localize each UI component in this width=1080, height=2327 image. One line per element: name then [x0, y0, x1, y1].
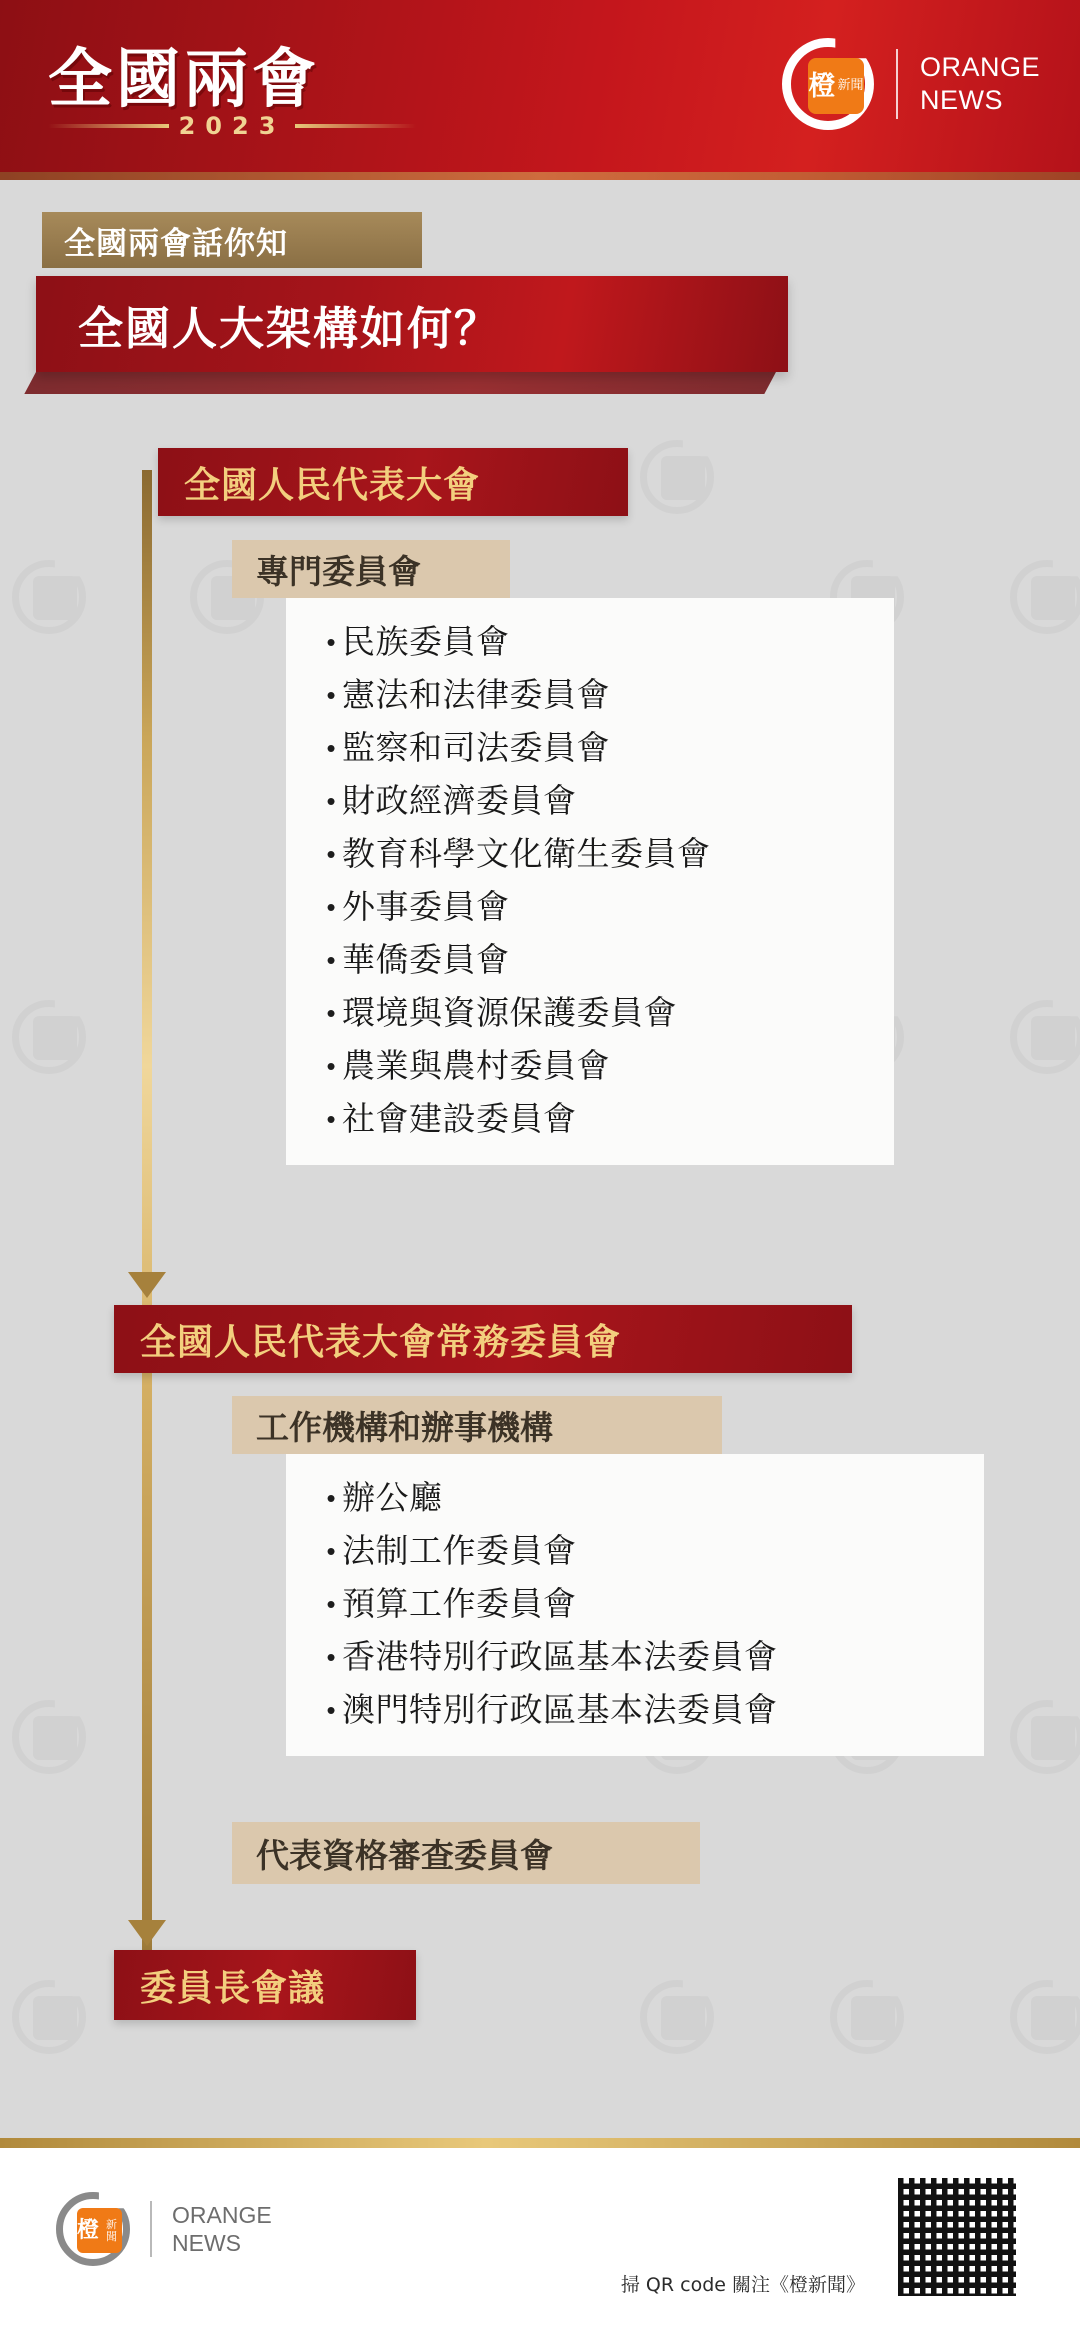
footer-brand-divider: [150, 2201, 152, 2257]
header-year: 2023: [178, 112, 286, 140]
brand-name-line1: ORANGE: [919, 52, 1040, 83]
logo-char-orange: 橙: [77, 2217, 100, 2243]
watermark-icon: [1010, 1000, 1080, 1074]
watermark-icon: [12, 560, 86, 634]
list-item: [286, 728, 894, 768]
bullet-icon: •: [326, 1483, 336, 1513]
watermark-icon: [830, 1980, 904, 2054]
group-working-bodies-label: 工作機構和辦事機構: [256, 1407, 553, 1447]
logo-char-news: 新聞: [837, 78, 864, 94]
watermark-icon: [640, 1980, 714, 2054]
bullet-icon: •: [326, 892, 336, 922]
watermark-icon: [12, 1000, 86, 1074]
page-footer: [0, 2148, 1080, 2327]
list-item: [286, 1637, 984, 1677]
orange-news-logo-icon: [782, 38, 874, 130]
list-item: [286, 1690, 984, 1730]
header-year-wrap: [48, 112, 416, 140]
watermark-icon: [1010, 1980, 1080, 2054]
footer-brand-name-line1: ORANGE: [172, 2201, 272, 2228]
list-item-label: 香港特別行政區基本法委員會: [342, 1637, 778, 1676]
logo-char-orange: 橙: [808, 70, 836, 102]
bullet-icon: •: [326, 1536, 336, 1566]
list-item-label: 民族委員會: [342, 622, 510, 661]
group-credentials-committee-label: 代表資格審查委員會: [256, 1835, 553, 1875]
list-item-label: 憲法和法律委員會: [342, 675, 610, 714]
list-item: [286, 940, 894, 980]
brand-name-line2: NEWS: [919, 85, 1003, 115]
title-shadow-shape: [24, 372, 776, 394]
orange-news-logo-icon: [56, 2192, 130, 2266]
page-header: [0, 0, 1080, 180]
list-item-label: 澳門特別行政區基本法委員會: [342, 1690, 778, 1729]
node-chairmans-council: [114, 1950, 416, 2020]
list-item: [286, 622, 894, 662]
list-item: [286, 1531, 984, 1571]
flow-connector-line: [142, 470, 152, 1960]
bullet-icon: •: [326, 1589, 336, 1619]
list-special-committees: [286, 598, 894, 1165]
group-working-bodies: [232, 1396, 722, 1454]
brand-name: [920, 51, 1040, 117]
footer-brand-lockup: [56, 2192, 272, 2266]
group-credentials-committee: [232, 1822, 700, 1884]
node-standing-committee: [114, 1305, 852, 1373]
list-item-label: 法制工作委員會: [342, 1531, 577, 1570]
watermark-icon: [1010, 560, 1080, 634]
node-npc: [158, 448, 628, 516]
node-npc-label: 全國人民代表大會: [184, 464, 481, 506]
bullet-icon: •: [326, 1642, 336, 1672]
watermark-icon: [12, 1700, 86, 1774]
header-title: 全國兩會: [48, 43, 320, 117]
list-item: [286, 675, 894, 715]
list-item-label: 農業與農村委員會: [342, 1046, 610, 1085]
node-standing-committee-label: 全國人民代表大會常務委員會: [140, 1321, 622, 1363]
footer-brand-name: [172, 2201, 272, 2257]
bullet-icon: •: [326, 945, 336, 975]
bullet-icon: •: [326, 786, 336, 816]
list-item-label: 教育科學文化衛生委員會: [342, 834, 711, 873]
list-item-label: 辦公廳: [342, 1478, 443, 1517]
bullet-icon: •: [326, 627, 336, 657]
bullet-icon: •: [326, 733, 336, 763]
list-item-label: 華僑委員會: [342, 940, 510, 979]
footer-brand-name-line2: NEWS: [172, 2230, 241, 2256]
flow-arrow-icon: [128, 1272, 166, 1298]
list-item-label: 監察和司法委員會: [342, 728, 610, 767]
bullet-icon: •: [326, 1695, 336, 1725]
logo-square: [77, 2208, 122, 2253]
year-rule-left: [48, 124, 169, 128]
list-item: [286, 1584, 984, 1624]
bullet-icon: •: [326, 1104, 336, 1134]
page-title: [36, 276, 788, 372]
list-item-label: 外事委員會: [342, 887, 510, 926]
list-item: [286, 781, 894, 821]
brand-lockup: [782, 38, 1040, 130]
list-item-label: 社會建設委員會: [342, 1099, 577, 1138]
brand-divider: [896, 49, 898, 119]
footer-gold-rule: [0, 2138, 1080, 2148]
group-special-committees-label: 專門委員會: [256, 551, 421, 591]
logo-char-news: 新聞: [106, 2217, 117, 2243]
group-special-committees: [232, 540, 510, 598]
logo-square: [808, 58, 864, 114]
list-item: [286, 1478, 984, 1518]
list-item: [286, 834, 894, 874]
watermark-icon: [640, 440, 714, 514]
bullet-icon: •: [326, 839, 336, 869]
list-item: [286, 1099, 894, 1139]
qr-code-icon: [894, 2174, 1020, 2300]
list-item-label: 環境與資源保護委員會: [342, 993, 677, 1032]
kicker-badge: [42, 212, 422, 268]
node-chairmans-council-label: 委員長會議: [140, 1967, 326, 2009]
list-working-bodies: [286, 1454, 984, 1756]
year-rule-right: [295, 124, 416, 128]
list-item: [286, 1046, 894, 1086]
bullet-icon: •: [326, 680, 336, 710]
watermark-icon: [12, 1980, 86, 2054]
bullet-icon: •: [326, 1051, 336, 1081]
list-item: [286, 887, 894, 927]
watermark-icon: [1010, 1700, 1080, 1774]
list-item-label: 預算工作委員會: [342, 1584, 577, 1623]
list-item-label: 財政經濟委員會: [342, 781, 577, 820]
page-title-text: 全國人大架構如何？: [78, 301, 502, 355]
qr-caption: 掃 QR code 關注《橙新聞》: [620, 2274, 865, 2296]
kicker-label: 全國兩會話你知: [64, 225, 288, 262]
flow-arrow-icon: [128, 1920, 166, 1946]
list-item: [286, 993, 894, 1033]
bullet-icon: •: [326, 998, 336, 1028]
